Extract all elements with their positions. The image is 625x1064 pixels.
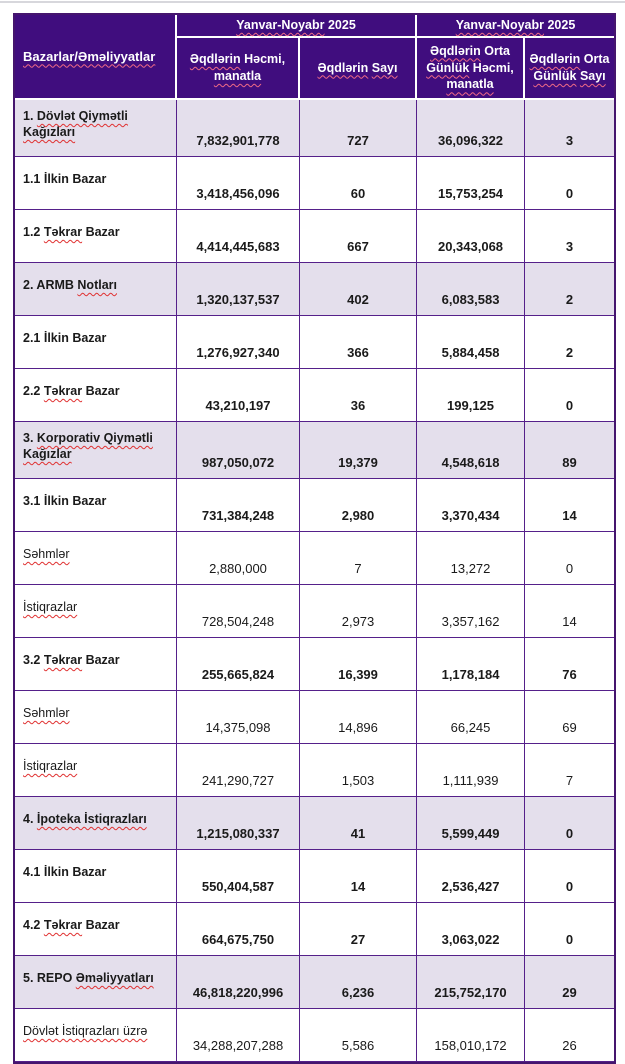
cell-value: 14 [525, 585, 614, 638]
period-header-left: Yanvar-Noyabr 2025 [177, 15, 417, 38]
cell-value: 14,896 [300, 691, 417, 744]
cell-value: 43,210,197 [177, 369, 300, 422]
cell-value: 1,178,184 [417, 638, 525, 691]
table-row [15, 316, 614, 369]
spellcheck-wavy-text: manatla [446, 77, 494, 92]
table-row [15, 797, 614, 850]
spellcheck-wavy-text: Əqdlərin [189, 52, 241, 67]
cell-value: 19,379 [300, 422, 417, 479]
spellcheck-wavy-text: Sayı [579, 69, 606, 83]
cell-value: 0 [525, 903, 614, 956]
table-row [15, 691, 614, 744]
column-header-markets-operations [15, 15, 177, 100]
cell-value: 60 [300, 157, 417, 210]
spellcheck-wavy-text: Təkrar [43, 383, 83, 398]
spellcheck-wavy-text: Təkrar [43, 224, 83, 239]
spellcheck-wavy-text: Əqdlərin [317, 60, 369, 75]
cell-value: 1,320,137,537 [177, 263, 300, 316]
cell-value: 2,536,427 [417, 850, 525, 903]
cell-value: 0 [525, 850, 614, 903]
row-label: 2. ARMB Notları [15, 263, 177, 316]
table-body [15, 100, 614, 1062]
row-label: 4. İpoteka İstiqrazları [15, 797, 177, 850]
table-row [15, 638, 614, 691]
cell-value: 14 [300, 850, 417, 903]
row-label [15, 532, 177, 585]
cell-value: 5,599,449 [417, 797, 525, 850]
cell-value: 36 [300, 369, 417, 422]
cell-value: 5,884,458 [417, 316, 525, 369]
cell-value: 0 [525, 157, 614, 210]
cell-value: 7 [300, 532, 417, 585]
cell-value: 3,418,456,096 [177, 157, 300, 210]
cell-value: 6,236 [300, 956, 417, 1009]
cell-value: 664,675,750 [177, 903, 300, 956]
cell-value: 1,111,939 [417, 744, 525, 797]
cell-value: 4,414,445,683 [177, 210, 300, 263]
cell-value: 69 [525, 691, 614, 744]
cell-value: 1,276,927,340 [177, 316, 300, 369]
cell-value: 6,083,583 [417, 263, 525, 316]
cell-value: 13,272 [417, 532, 525, 585]
cell-value: 14 [525, 479, 614, 532]
securities-market-table [15, 15, 614, 1062]
cell-value: 3,370,434 [417, 479, 525, 532]
cell-value: 2,973 [300, 585, 417, 638]
cell-value: 731,384,248 [177, 479, 300, 532]
header-group-row [15, 15, 614, 38]
table-row [15, 903, 614, 956]
spellcheck-wavy-text: Təkrar [43, 652, 83, 667]
table-row [15, 956, 614, 1009]
cell-value: 36,096,322 [417, 100, 525, 157]
cell-value: 1,215,080,337 [177, 797, 300, 850]
row-label [15, 691, 177, 744]
row-label: 1. Dövlət Qiymətli Kağızları [15, 100, 177, 157]
row-label: 4.2 Təkrar Bazar [15, 903, 177, 956]
table-header [15, 15, 614, 100]
cell-value: 199,125 [417, 369, 525, 422]
spellcheck-wavy-text: Korporativ Qiymətli Kağızlar [23, 430, 153, 461]
spellcheck-wavy-text: Səhmlər [23, 546, 70, 561]
table-row [15, 744, 614, 797]
cell-value: 0 [525, 797, 614, 850]
table-row [15, 157, 614, 210]
cell-value: 1,503 [300, 744, 417, 797]
cell-value: 402 [300, 263, 417, 316]
spellcheck-wavy-text: Dövlət İstiqrazları üzrə [23, 1023, 148, 1038]
cell-value: 158,010,172 [417, 1009, 525, 1062]
spellcheck-wavy-text: Yanvar-Noyabr [455, 18, 544, 33]
cell-value: 26 [525, 1009, 614, 1062]
spellcheck-wavy-text: manatla [213, 69, 262, 83]
table-row [15, 210, 614, 263]
spellcheck-wavy-text: Notları [77, 277, 117, 292]
cell-value: 29 [525, 956, 614, 1009]
cell-value: 14,375,098 [177, 691, 300, 744]
cell-value: 727 [300, 100, 417, 157]
spellcheck-wavy-text: Bazarlar/Əməliyyatlar [23, 48, 156, 64]
cell-value: 0 [525, 532, 614, 585]
table-row [15, 369, 614, 422]
period-header-right: Yanvar-Noyabr 2025 [417, 15, 614, 38]
row-label [15, 585, 177, 638]
row-label: 2.1 İlkin Bazar [15, 316, 177, 369]
page-top-rule [0, 1, 625, 3]
spellcheck-wavy-text: Təkrar [43, 917, 83, 932]
spellcheck-wavy-text: Dövlət Qiymətli Kağızları [23, 108, 128, 139]
cell-value: 2 [525, 316, 614, 369]
cell-value: 16,399 [300, 638, 417, 691]
row-label: 1.1 İlkin Bazar [15, 157, 177, 210]
table-row [15, 1009, 614, 1062]
row-label: 1.2 Təkrar Bazar [15, 210, 177, 263]
table-row [15, 479, 614, 532]
table-row [15, 100, 614, 157]
cell-value: 5,586 [300, 1009, 417, 1062]
cell-value: 255,665,824 [177, 638, 300, 691]
cell-value: 34,288,207,288 [177, 1009, 300, 1062]
cell-value: 89 [525, 422, 614, 479]
cell-value: 27 [300, 903, 417, 956]
cell-value: 366 [300, 316, 417, 369]
row-label [15, 1009, 177, 1062]
spellcheck-wavy-text: Günlük [533, 69, 577, 83]
table-row [15, 585, 614, 638]
table-row [15, 263, 614, 316]
spellcheck-wavy-text: Əqdlərin [529, 52, 581, 67]
cell-value: 46,818,220,996 [177, 956, 300, 1009]
row-label: 2.2 Təkrar Bazar [15, 369, 177, 422]
table-row [15, 850, 614, 903]
table-row [15, 532, 614, 585]
row-label: 3.2 Təkrar Bazar [15, 638, 177, 691]
row-label: 3. Korporativ Qiymətli Kağızlar [15, 422, 177, 479]
table-row [15, 422, 614, 479]
spellcheck-wavy-text: Əqdlərin [430, 43, 481, 58]
cell-value: 2,980 [300, 479, 417, 532]
cell-value: 215,752,170 [417, 956, 525, 1009]
cell-value: 550,404,587 [177, 850, 300, 903]
spellcheck-wavy-text: Əməliyyatları [75, 970, 154, 985]
spellcheck-wavy-text: Günlük [426, 60, 470, 75]
cell-value: 3,063,022 [417, 903, 525, 956]
cell-value: 241,290,727 [177, 744, 300, 797]
spellcheck-wavy-text: Səhmlər [23, 705, 70, 720]
spellcheck-wavy-text: İpoteka İstiqrazları [36, 811, 147, 826]
cell-value: 3 [525, 100, 614, 157]
column-header-avg-daily-volume: Əqdlərin Orta Günlük Həcmi, manatla [417, 38, 525, 100]
row-label: 5. REPO Əməliyyatları [15, 956, 177, 1009]
cell-value: 4,548,618 [417, 422, 525, 479]
column-header-avg-daily-count: Əqdlərin Orta Günlük Sayı [525, 38, 614, 100]
cell-value: 76 [525, 638, 614, 691]
cell-value: 7 [525, 744, 614, 797]
column-header-volume: Əqdlərin Həcmi, manatla [177, 38, 300, 100]
securities-table-container [13, 13, 616, 1064]
cell-value: 3 [525, 210, 614, 263]
cell-value: 0 [525, 369, 614, 422]
cell-value: 15,753,254 [417, 157, 525, 210]
row-label: 3.1 İlkin Bazar [15, 479, 177, 532]
cell-value: 2,880,000 [177, 532, 300, 585]
spellcheck-wavy-text: Sayı [371, 60, 398, 75]
cell-value: 41 [300, 797, 417, 850]
cell-value: 667 [300, 210, 417, 263]
cell-value: 20,343,068 [417, 210, 525, 263]
spellcheck-wavy-text: İstiqrazlar [23, 758, 78, 773]
cell-value: 987,050,072 [177, 422, 300, 479]
row-label [15, 744, 177, 797]
spellcheck-wavy-text: Yanvar-Noyabr [236, 18, 325, 33]
cell-value: 66,245 [417, 691, 525, 744]
row-label: 4.1 İlkin Bazar [15, 850, 177, 903]
cell-value: 3,357,162 [417, 585, 525, 638]
cell-value: 2 [525, 263, 614, 316]
cell-value: 7,832,901,778 [177, 100, 300, 157]
spellcheck-wavy-text: İstiqrazlar [23, 599, 78, 614]
cell-value: 728,504,248 [177, 585, 300, 638]
column-header-count [300, 38, 417, 100]
